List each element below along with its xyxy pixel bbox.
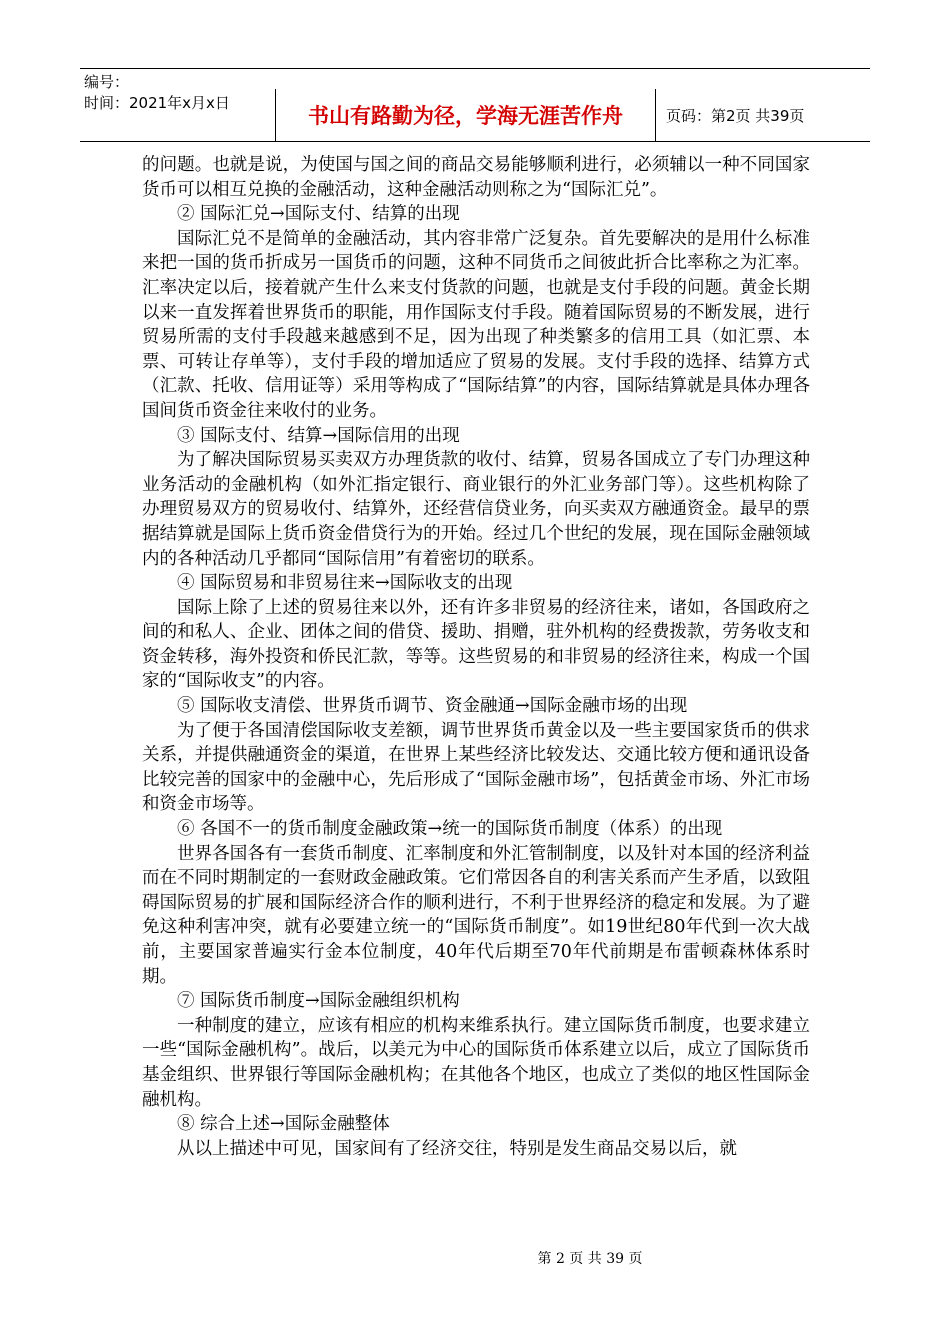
header-page-label: 页码：第2页 共39页 [666, 106, 805, 125]
section-heading: ⑦ 国际货币制度→国际金融组织机构 [177, 991, 460, 1012]
header-meta [84, 69, 276, 141]
section-heading: ④ 国际贸易和非贸易往来→国际收支的出现 [177, 573, 513, 594]
paragraph: 的问题。也就是说，为使国与国之间的商品交易能够顺利进行，必须辅以一种不同国家货币可以相互兑换的金融活动，这种金融活动则称之为“国际汇兑”。 [142, 155, 810, 200]
section-heading: ⑧ 综合上述→国际金融整体 [177, 1114, 390, 1135]
section-heading: ⑥ 各国不一的货币制度金融政策→统一的国际货币制度（体系）的出现 [177, 819, 723, 840]
document-body [142, 153, 810, 1161]
header-divider [655, 89, 656, 141]
page-footer: 第 2 页 共 39 页 [537, 1251, 643, 1267]
paragraph: 国际汇兑不是简单的金融活动，其内容非常广泛复杂。首先要解决的是用什么标准来把一国的货币折成另一国货币的问题，这种不同货币之间彼此折合比率称之为汇率。汇率决定以后，接着就产生什么来支付货款的问题，也就是支付手段的问题。黄金长期以来一直发挥着世界货币的职能，用作国际支付手段。随着国际贸易的不断发展，进行贸易所需的支付手段越来越感到不足，因为出现了种类繁多的信用工具（如汇票、本票、可转让存单等），支付手段的增加适应了贸易的发展。支付手段的选择、结算方式（汇款、托收、信用证等）采用等构成了“国际结算”的内容，国际结算就是具体办理各国间货币资金往来收付的业务。 [142, 228, 810, 421]
time-label: 时间：2021年x月x日 [84, 94, 230, 112]
paragraph: 从以上描述中可见，国家间有了经济交往，特别是发生商品交易以后，就 [177, 1138, 737, 1159]
section-heading: ② 国际汇兑→国际支付、结算的出现 [177, 204, 460, 225]
paragraph: 为了解决国际贸易买卖双方办理货款的收付、结算，贸易各国成立了专门办理这种业务活动的金融机构（如外汇指定银行、商业银行的外汇业务部门等）。这些机构除了办理贸易双方的贸易收付、结算外，还经营信贷业务，向买卖双方融通资金。最早的票据结算就是国际上货币资金借贷行为的开始。经过几个世纪的发展，现在国际金融领域内的各种活动几乎都同“国际信用”有着密切的联系。 [142, 450, 810, 569]
number-label: 编号： [84, 73, 130, 91]
paragraph: 世界各国各有一套货币制度、汇率制度和外汇管制制度，以及针对本国的经济利益而在不同时期制定的一套财政金融政策。它们常因各自的利害关系而产生矛盾，以致阻碍国际贸易的扩展和国际经济合作的顺利进行，不利于世界经济的稳定和发展。为了避免这种利害冲突，就有必要建立统一的“国际货币制度”。如19世纪80年代到一次大战前，主要国家普遍实行金本位制度，40年代后期至70年代前期是布雷顿森林体系时期。 [142, 843, 810, 987]
paragraph: 为了便于各国清偿国际收支差额，调节世界货币黄金以及一些主要国家货币的供求关系，并提供融通资金的渠道，在世界上某些经济比较发达、交通比较方便和通讯设备比较完善的国家中的金融中心，先后形成了“国际金融市场”，包括黄金市场、外汇市场和资金市场等。 [142, 720, 810, 815]
page-header [80, 68, 870, 142]
paragraph: 一种制度的建立，应该有相应的机构来维系执行。建立国际货币制度，也要求建立一些“国际金融机构”。战后，以美元为中心的国际货币体系建立以后，成立了国际货币基金组织、世界银行等国际金融机构；在其他各个地区，也成立了类似的地区性国际金融机构。 [142, 1015, 810, 1110]
paragraph: 国际上除了上述的贸易往来以外，还有许多非贸易的经济往来，诸如，各国政府之间的和私人、企业、团体之间的借贷、援助、捐赠，驻外机构的经费拨款，劳务收支和资金转移，海外投资和侨民汇款，等等。这些贸易的和非贸易的经济往来，构成一个国家的“国际收支”的内容。 [142, 597, 810, 692]
section-heading: ⑤ 国际收支清偿、世界货币调节、资金融通→国际金融市场的出现 [177, 696, 688, 717]
header-slogan: 书山有路勤为径，学海无涯苦作舟 [308, 104, 623, 128]
section-heading: ③ 国际支付、结算→国际信用的出现 [177, 425, 460, 446]
